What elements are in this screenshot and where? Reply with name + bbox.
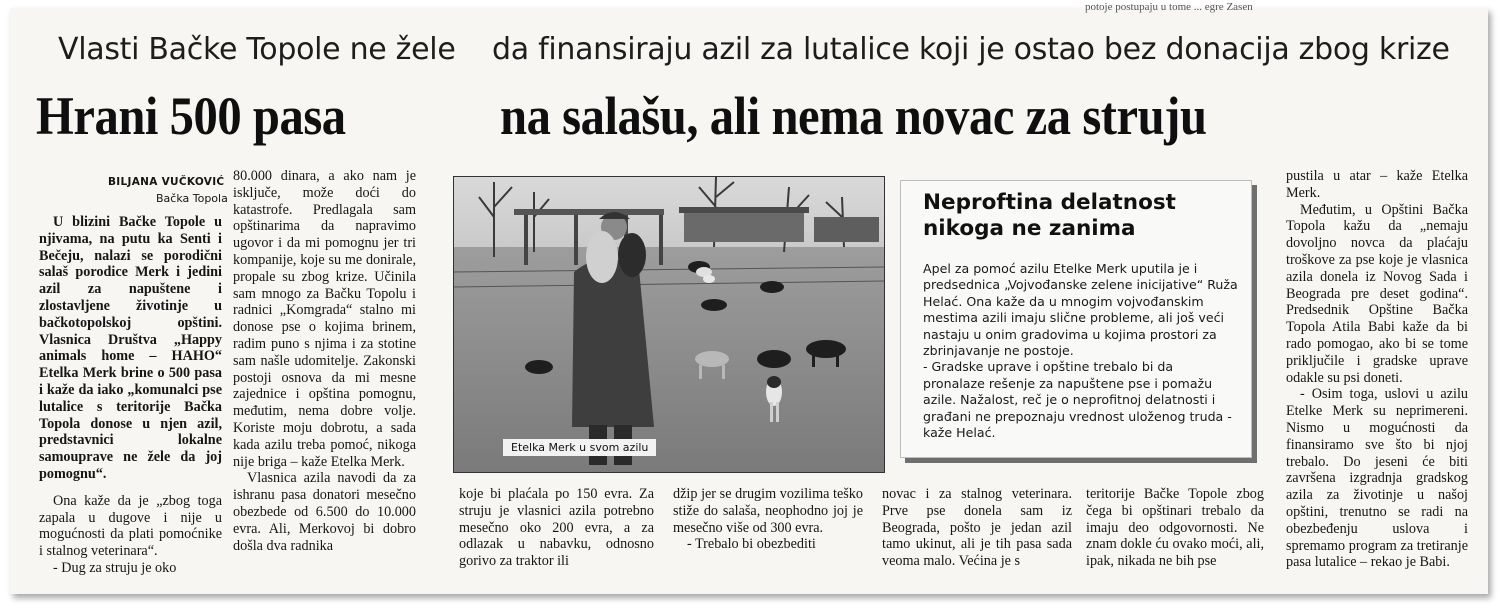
sidebar-title [923,190,1176,242]
article-column-5 [882,486,1072,570]
article-column-4 [673,486,863,553]
article-column-1 [39,214,222,577]
dateline-place: Bačka Topola [156,192,228,205]
paragraph: Međutim, u Opštini Bačka Topola kažu da „nemaju dovoljno novca da plaćaju troškove za pse koje je vlasnica azila donela iz Novog Sada i Beograda pre deset godina“. Predsednik Opštine Bačka Topola Atila Babi kaže da bi rado pomogao, ako bi se tome priključile i gradske uprave odakle su psi doneti. [1286,201,1468,386]
kicker-left: Vlasti Bačke Topole ne žele [58,32,456,67]
paragraph: Ona kaže da je „zbog toga zapala u dugove i nije u mogućnosti da plati pomoćnike i stalnog veterinara“. [39,492,222,560]
lead-paragraph: U blizini Bačke Topole u njivama, na putu ka Senti i Bečeju, nalazi se porodični salaš porodice Merk i jedini azil za napuštene i zlostavljene životinje u bačkotopolskoj opštini. Vlasnica Društva „Happy animals home – HAHO“ Etelka Merk brine o 500 pasa i kaže da iako „komunalci pse lutalice s teritorije Bačka Topola donose u njen azil, predstavnici lokalne samouprave ne žele da joj pomognu“. [39,214,222,482]
headline-left: Hrani 500 pasa [36,86,346,146]
cut-off-text: potoje postupaju u tome ... egre Zasen [1085,1,1253,13]
paragraph: - Dug za struju je oko [53,559,177,576]
sidebar-body [923,261,1238,441]
sidebar-title-line-2: nikoga ne zanima [923,216,1136,241]
paragraph: koje bi plaćala po 150 evra. Za struju je vlasnici azila potrebno mesečno oko 200 evra, a za odlazak u nabavku, odnosno gorivo za traktor ili [459,486,654,570]
photo-caption: Etelka Merk u svom azilu [503,439,656,456]
sidebar-paragraph: - Gradske uprave i opštine trebalo bi da pronalaze rešenje za napuštene pse i pomažu azile. Nažalost, reč je o neprofitnoj delatnosti i građani ne prepoznaju vrednost uloženog truda - kaže Helać. [923,359,1232,441]
article-column-2 [233,168,416,554]
article-column-3 [459,486,654,570]
paragraph: teritorije Bačke Topole zbog čega bi opštinari trebalo da imaju deo odgovornosti. Ne znam dokle ću ovako moći, ali, ipak, nikada ne bih pse [1086,486,1264,570]
paragraph: pustila u atar – kaže Etelka Merk. [1286,168,1468,201]
byline: BILJANA VUČKOVIĆ [108,176,225,188]
shelter-photo [454,177,884,472]
photo-etelka-merk-shelter [453,176,885,473]
paragraph: - Osim toga, uslovi u azilu Etelke Merk su neprimereni. Nismo u mogućnosti da finansiramo sve što bi njoj trebalo. Do jeseni će biti završena izgradnja gradskog azila za životinje u našoj opštini, trenutno se radi na obezbeđenju uslova i spremamo program za tretiranje pasa lutalice – rekao je Babi. [1286,386,1468,571]
headline-right: na salašu, ali nema novac za struju [500,86,1207,146]
article-column-6 [1086,486,1264,570]
paragraph: džip jer se drugim vozilima teško stiže do salaša, neophodno joj je mesečno više od 300 evra. [673,486,863,536]
sidebar-box [900,180,1252,458]
article-column-7 [1286,168,1468,571]
paragraph: Vlasnica azila navodi da za ishranu pasa donatori mesečno obezbede od 6.500 do 10.000 evra. Ali, Merkovoj bi dobro došla dva radnika [233,470,416,554]
sidebar-title-line-1: Neproftina delatnost [923,190,1176,215]
paragraph: novac i za stalnog veterinara. Prve pse donela sam iz Beograda, pošto je jedan azil tamo ukinut, ali je tih pasa sada veoma malo. Većina je s [882,486,1072,570]
paragraph: - Trebalo bi obezbediti [687,536,816,553]
paragraph: 80.000 dinara, a ako nam je isključe, može doći do katastrofe. Predlagala sam opštinarima da napravimo ugovor i da mi pomognu jer tri kompanije, koje su me donirale, propale su zbog krize. Učinila sam mnogo za Bačku Topolu i radnici „Komgrada“ stalno mi donose pse o kojima brinem, radim puno s njima i za stotine sam našle udomitelje. Zakonski postoji osnova da mi mesne zajednice i opština pomognu, međutim, nema dobre volje. Koriste moju dobrotu, a sada kada azilu treba pomoć, nikoga nije briga – kaže Etelka Merk. [233,168,416,470]
newspaper-clipping [10,1,1488,594]
sidebar-paragraph: Apel za pomoć azilu Etelke Merk uputila je i predsednica „Vojvođanske zelene inicijative“ Ruža Helać. Ona kaže da u mnogim vojvođanskim mestima azili imaju slične probleme, ali još veći nastaju u onim gradovima u kojima prostori za zbrinjavanje ne postoje. [923,261,1238,359]
kicker-right: da finansiraju azil za lutalice koji je ostao bez donacija zbog krize [492,32,1450,67]
